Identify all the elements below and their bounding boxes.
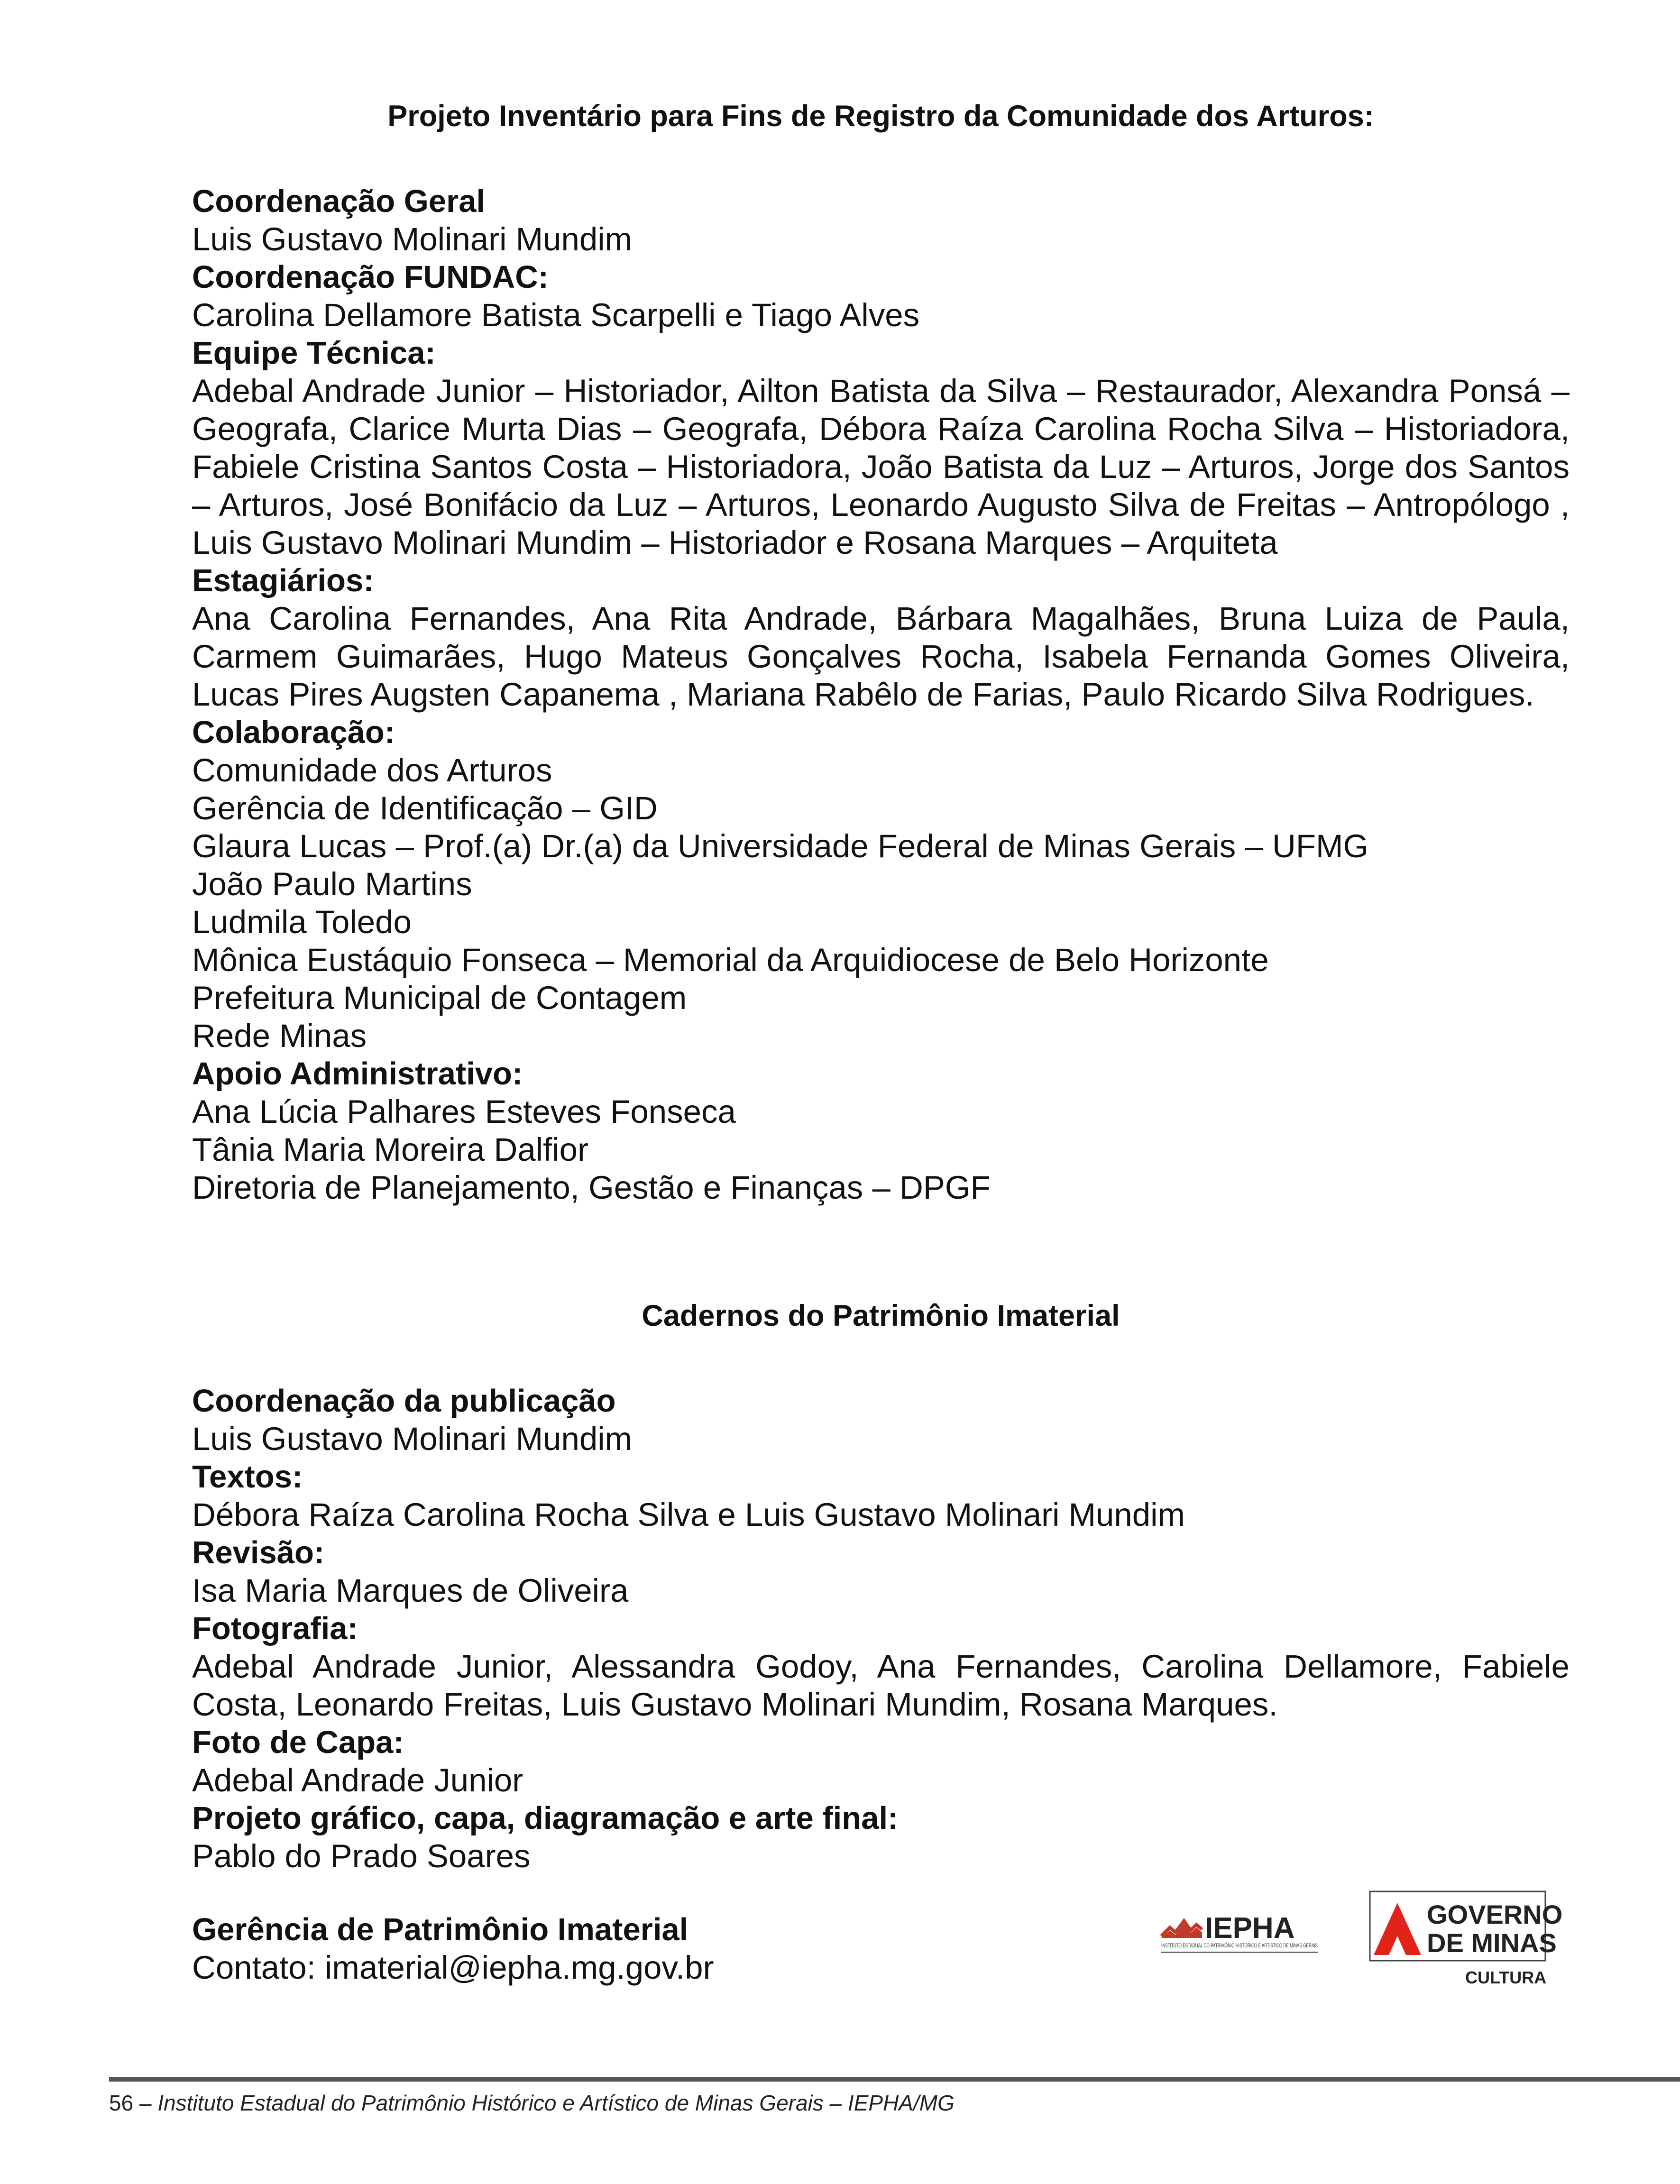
value-projeto-grafico: Pablo do Prado Soares [192,1838,531,1874]
governo-minas-logo [1368,1890,1563,1989]
page-content [192,97,1570,1987]
heading-projeto-grafico: Projeto gráfico, capa, diagramação e arte final: [192,1800,899,1836]
value-coordenacao-publicacao: Luis Gustavo Molinari Mundim [192,1421,633,1457]
heading-colaboracao: Colaboração: [192,715,395,750]
value-foto-capa: Adebal Andrade Junior [192,1762,523,1799]
list-item: Prefeitura Municipal de Contagem [192,980,687,1016]
list-item: Glaura Lucas – Prof.(a) Dr.(a) da Universidade Federal de Minas Gerais – UFMG [192,828,1369,864]
heading-coordenacao-geral: Coordenação Geral [192,184,486,219]
heading-coordenacao-fundac: Coordenação FUNDAC: [192,259,549,295]
footer [109,2086,1626,2120]
heading-apoio-administrativo: Apoio Administrativo: [192,1056,523,1092]
value-equipe-tecnica: Adebal Andrade Junior – Historiador, Ailton Batista da Silva – Restaurador, Alexandra Ponsá – Geografa, Clarice Murta Dias – Geografa, Débora Raíza Carolina Rocha Silva – Historiadora, Fabiele Cristina Santos Costa – Historiadora, João Batista da Luz – Arturos, Jorge dos Santos – Arturos, José Bonifácio da Luz – Arturos, Leonardo Augusto Silva de Freitas – Antropólogo , Luis Gustavo Molinari Mundim – Historiador e Rosana Marques – Arquiteta [192,373,1570,561]
list-item: João Paulo Martins [192,866,472,902]
section-title-cadernos: Cadernos do Patrimônio Imaterial [642,1299,1120,1332]
gov-logo-line2: DE MINAS [1427,1928,1557,1958]
credits-block-projeto [192,183,1570,1207]
value-revisao: Isa Maria Marques de Oliveira [192,1572,629,1609]
footer-institution: – Instituto Estadual do Patrimônio Histórico e Artístico de Minas Gerais – IEPHA/MG [139,2091,955,2115]
list-item: Diretoria de Planejamento, Gestão e Finanças – DPGF [192,1169,991,1206]
heading-gerencia-patrimonio: Gerência de Patrimônio Imaterial [192,1912,689,1947]
page-number: 56 [109,2091,134,2115]
value-fotografia: Adebal Andrade Junior, Alessandra Godoy, Ana Fernandes, Carolina Dellamore, Fabiele Costa, Leonardo Freitas, Luis Gustavo Molinari Mundim, Rosana Marques. [192,1648,1570,1723]
value-estagiarios: Ana Carolina Fernandes, Ana Rita Andrade, Bárbara Magalhães, Bruna Luiza de Paula, Carmem Guimarães, Hugo Mateus Gonçalves Rocha, Isabela Fernanda Gomes Oliveira, Lucas Pires Augsten Capanema , Mariana Rabêlo de Farias, Paulo Ricardo Silva Rodrigues. [192,600,1570,713]
heading-estagiarios: Estagiários: [192,563,374,598]
heading-fotografia: Fotografia: [192,1611,358,1646]
iepha-logo [1159,1909,1392,1961]
list-item: Ana Lúcia Palhares Esteves Fonseca [192,1093,736,1130]
footer-divider [109,2077,1680,2082]
value-coordenacao-geral: Luis Gustavo Molinari Mundim [192,221,633,257]
contact-email: Contato: imaterial@iepha.mg.gov.br [192,1949,714,1986]
value-textos: Débora Raíza Carolina Rocha Silva e Luis Gustavo Molinari Mundim [192,1496,1185,1533]
value-coordenacao-fundac: Carolina Dellamore Batista Scarpelli e Tiago Alves [192,297,920,333]
list-item: Gerência de Identificação – GID [192,790,658,826]
list-item: Rede Minas [192,1018,367,1054]
logos [1159,1890,1563,1989]
list-item: Mônica Eustáquio Fonseca – Memorial da Arquidiocese de Belo Horizonte [192,942,1269,978]
iepha-logo-subtitle: INSTITUTO ESTADUAL DO PATRIMÔNIO HISTÓRICO E ARTÍSTICO DE MINAS GERAIS [1161,1942,1392,1949]
gov-logo-line3: CULTURA [1465,1968,1547,1987]
heading-equipe-tecnica: Equipe Técnica: [192,335,436,371]
heading-foto-capa: Foto de Capa: [192,1725,404,1760]
section-title-projeto: Projeto Inventário para Fins de Registro da Comunidade dos Arturos: [387,100,1374,133]
list-item: Ludmila Toledo [192,904,412,940]
heading-coordenacao-publicacao: Coordenação da publicação [192,1383,616,1419]
iepha-logo-name: IEPHA [1205,1912,1295,1945]
gov-logo-line1: GOVERNO [1427,1900,1563,1929]
heading-textos: Textos: [192,1459,303,1495]
list-item: Comunidade dos Arturos [192,752,552,789]
list-item: Tânia Maria Moreira Dalfior [192,1131,588,1168]
heading-revisao: Revisão: [192,1535,325,1570]
